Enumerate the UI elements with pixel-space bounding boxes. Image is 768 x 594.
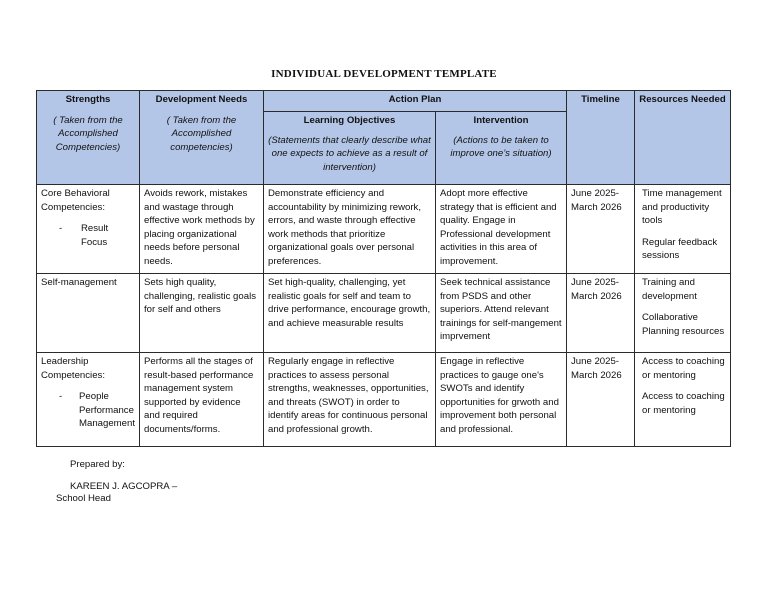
dev-need-cell: Performs all the stages of result-based performance management system supported by evidence and required documents/forms. bbox=[140, 352, 264, 446]
signatory-name: KAREEN J. AGCOPRA – bbox=[70, 481, 178, 492]
table-row bbox=[37, 273, 731, 352]
learning-objectives-heading: Learning Objectives bbox=[303, 115, 396, 126]
strength-text: Leadership Competencies: bbox=[41, 355, 105, 381]
header-intervention bbox=[436, 112, 567, 185]
table-row bbox=[37, 352, 731, 446]
strength-bullet-text: People Performance Management bbox=[79, 391, 135, 430]
objective-cell: Regularly engage in reflective practices to assess personal strengths, weaknesses, opportunities, and threats (SWOT) in order to identify areas for continuous personal and professional growth. bbox=[264, 352, 436, 446]
action-plan-heading: Action Plan bbox=[388, 94, 442, 105]
objective-cell: Set high-quality, challenging, yet realistic goals for self and team to drive performance, encourage growth, and achieve measurable results bbox=[264, 273, 436, 352]
resources-heading: Resources Needed bbox=[639, 94, 726, 105]
resource-item: Training and development bbox=[642, 276, 697, 302]
timeline-cell: June 2025- March 2026 bbox=[567, 352, 635, 446]
intervention-subheading: (Actions to be taken to improve one’s situation) bbox=[450, 134, 552, 160]
intervention-cell: Seek technical assistance from PSDS and other superiors. Attend relevant trainings for self-mangement imprvement bbox=[436, 273, 567, 352]
strength-bullet bbox=[41, 390, 135, 431]
header-row-top bbox=[37, 91, 731, 112]
header-resources bbox=[635, 91, 731, 185]
intervention-cell: Engage in reflective practices to gauge one's SWOTs and identify opportunities for grwoth and improvement both personal and professional. bbox=[436, 352, 567, 446]
strength-text: Core Behavioral Competencies: bbox=[41, 188, 110, 213]
timeline-cell: June 2025- March 2026 bbox=[567, 273, 635, 352]
objective-cell: Demonstrate efficiency and accountability by minimizing rework, errors, and waste through effective work methods that prioritize organizational goals over personal preferences. bbox=[264, 185, 436, 274]
learning-objectives-subheading: (Statements that clearly describe what one expects to achieve as a result of intervention) bbox=[268, 134, 431, 173]
signatory-block bbox=[56, 481, 177, 505]
prepared-by-label: Prepared by: bbox=[70, 459, 125, 470]
resources-cell bbox=[635, 273, 731, 352]
header-strengths bbox=[37, 91, 140, 185]
strengths-heading: Strengths bbox=[65, 94, 111, 105]
document-title: INDIVIDUAL DEVELOPMENT TEMPLATE bbox=[271, 68, 497, 80]
signatory-position: School Head bbox=[56, 493, 111, 504]
resource-item: Access to coaching or mentoring bbox=[642, 355, 725, 381]
header-timeline bbox=[567, 91, 635, 185]
resource-item: Regular feedback sessions bbox=[642, 236, 718, 262]
timeline-heading: Timeline bbox=[581, 94, 620, 105]
table-row bbox=[37, 185, 731, 274]
dash-bullet-icon: - bbox=[59, 391, 63, 403]
timeline-cell: June 2025- March 2026 bbox=[567, 185, 635, 274]
development-table bbox=[36, 90, 731, 447]
strength-cell bbox=[37, 185, 140, 274]
dev-need-cell: Sets high quality, challenging, realistic goals for self and others bbox=[140, 273, 264, 352]
resource-item: Time management and productivity tools bbox=[642, 188, 722, 227]
header-development-needs bbox=[140, 91, 264, 185]
resources-cell bbox=[635, 185, 731, 274]
strength-cell bbox=[37, 273, 140, 352]
resource-item: Access to coaching or mentoring bbox=[642, 391, 725, 416]
strength-text: Self-management bbox=[41, 276, 117, 288]
resources-cell bbox=[635, 352, 731, 446]
strength-bullet-text: Result Focus bbox=[81, 223, 109, 248]
intervention-cell: Adopt more effective strategy that is efficient and quality. Engage in Professional development activities in this area of improvement. bbox=[436, 185, 567, 274]
resource-item: Collaborative Planning resources bbox=[642, 312, 725, 337]
strengths-subheading: ( Taken from the Accomplished Competencies) bbox=[53, 114, 123, 153]
intervention-heading: Intervention bbox=[473, 115, 529, 126]
strength-bullet bbox=[41, 222, 135, 249]
dev-need-cell: Avoids rework, mistakes and wastage through effective work methods by placing organizational needs before personal needs. bbox=[140, 185, 264, 274]
dash-bullet-icon: - bbox=[59, 223, 63, 235]
strength-cell bbox=[37, 352, 140, 446]
header-learning-objectives bbox=[264, 112, 436, 185]
development-needs-subheading: ( Taken from the Accomplished competencies) bbox=[166, 114, 237, 153]
development-needs-heading: Development Needs bbox=[155, 94, 248, 105]
header-action-plan bbox=[264, 91, 567, 112]
